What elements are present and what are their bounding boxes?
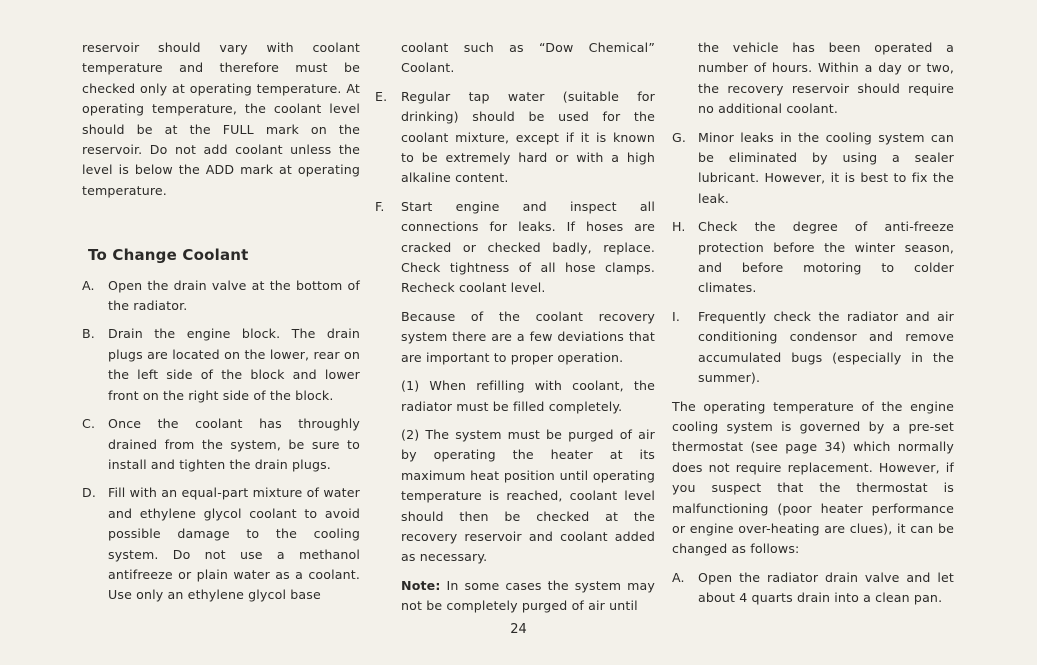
item-label: I. xyxy=(672,308,681,324)
note-paragraph xyxy=(375,576,655,617)
item-label: E. xyxy=(375,88,388,104)
item-text: Once the coolant has throughly drained from the system, be sure to install and tighten the drain plugs. xyxy=(108,416,360,472)
column-left xyxy=(82,38,360,614)
item-label: D. xyxy=(82,485,97,501)
list-item xyxy=(82,324,360,406)
list-item xyxy=(672,568,954,609)
list-item xyxy=(672,217,954,299)
intro-paragraph: reservoir should vary with coolant temperature and therefore must be checked only at operating temperature. At operating temperature, the coolant level should be at the FULL mark on the reservoir. Do not add coolant unless the level is below the ADD mark at operating temperature. xyxy=(82,40,360,198)
list-item xyxy=(82,483,360,605)
item-label: A. xyxy=(672,569,685,585)
list-item xyxy=(82,276,360,317)
item-text: Regular tap water (suitable for drinking) should be used for the coolant mixture, except if it is known to be extremely hard or with a high alkaline content. xyxy=(401,88,655,186)
item-label: H. xyxy=(672,219,686,235)
thermostat-paragraph: The operating temperature of the engine cooling system is governed by a pre-set thermostat (see page 34) which normally does not require replacement. However, if you suspect that the thermostat is malfunctioning (poor heater performance or engine over-heating are clues), it can be changed as follows: xyxy=(672,398,954,557)
list-item xyxy=(375,87,655,189)
item-label: A. xyxy=(82,277,95,293)
item-text: Drain the engine block. The drain plugs are located on the lower, rear on the left side of the block and lower front on the right side of the block. xyxy=(108,326,360,403)
note-text: In some cases the system may not be completely purged of air until xyxy=(401,577,655,614)
item-label: G. xyxy=(672,129,687,145)
list-item xyxy=(672,307,954,389)
list-item xyxy=(82,414,360,475)
item-label: B. xyxy=(82,326,95,342)
note-label: Note: xyxy=(401,577,441,593)
continued-text: coolant such as “Dow Chemical” Coolant. xyxy=(401,40,655,76)
item-text: Open the drain valve at the bottom of the radiator. xyxy=(108,277,360,314)
recovery-paragraph: Because of the coolant recovery system there are a few deviations that are important to proper operation. xyxy=(401,308,655,365)
list-item xyxy=(672,128,954,210)
section-heading: To Change Coolant xyxy=(88,246,249,265)
column-right xyxy=(672,38,954,617)
item-text: Start engine and inspect all connections for leaks. If hoses are cracked or checked badly, replace. Check tightness of all hose clamps. Recheck coolant level. xyxy=(401,198,655,296)
page-number: 24 xyxy=(510,622,527,637)
item-text: Open the radiator drain valve and let about 4 quarts drain into a clean pan. xyxy=(698,569,954,606)
item-text: Minor leaks in the cooling system can be eliminated by using a sealer lubricant. However, it is best to fix the leak. xyxy=(698,129,954,206)
list-item xyxy=(375,197,655,299)
item-text: Frequently check the radiator and air conditioning condensor and remove accumulated bugs (especially in the summer). xyxy=(698,308,954,386)
item-label: F. xyxy=(375,198,385,214)
item-text: Fill with an equal-part mixture of water and ethylene glycol coolant to avoid possible damage to the cooling system. Do not use a methanol antifreeze or plain water as a coolant. Use only an ethylene glycol base xyxy=(108,485,360,603)
item-text: Check the degree of anti-freeze protection before the winter season, and before motoring to colder climates. xyxy=(698,219,954,296)
column-middle xyxy=(375,38,655,625)
item-label: C. xyxy=(82,416,96,432)
continued-text: the vehicle has been operated a number of hours. Within a day or two, the recovery reservoir should require no additional coolant. xyxy=(698,40,954,117)
step-2-paragraph: (2) The system must be purged of air by operating the heater at its maximum heat position until operating temperature is reached, coolant level should then be checked at the recovery reservoir and coolant added as necessary. xyxy=(401,426,655,565)
step-1-paragraph: (1) When refilling with coolant, the radiator must be filled completely. xyxy=(401,378,655,414)
